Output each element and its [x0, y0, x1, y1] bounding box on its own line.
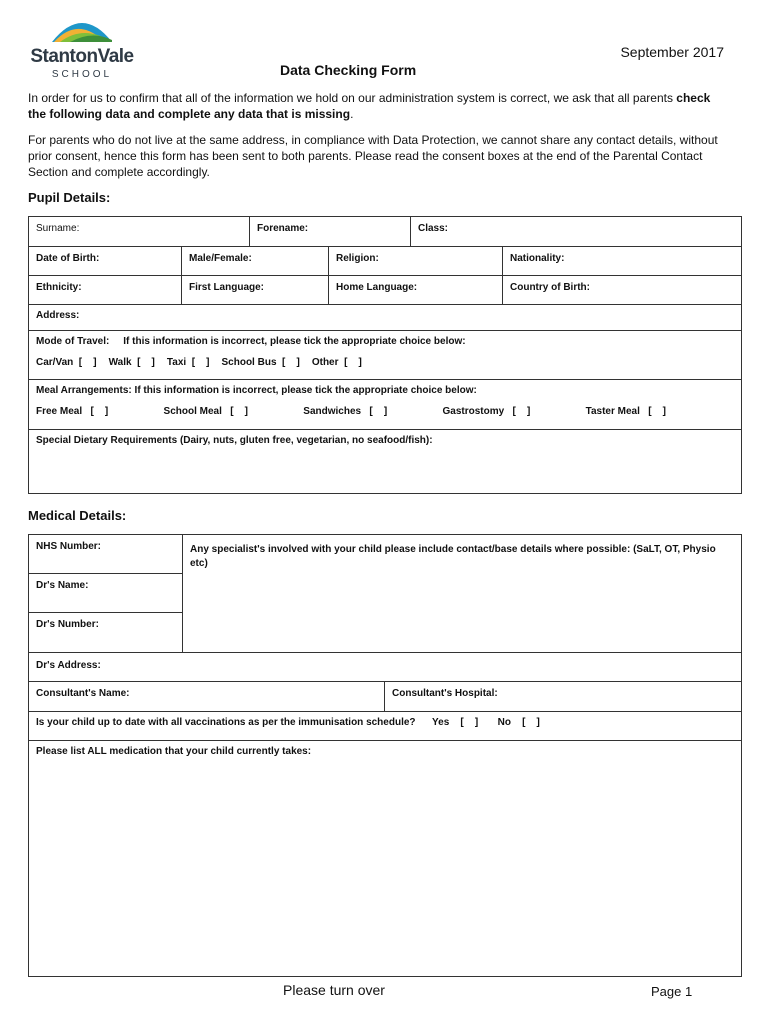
consultant-hospital-field[interactable]: [385, 682, 741, 711]
dr-address-field[interactable]: [29, 653, 741, 682]
meal-option-taster[interactable]: Taster Meal [ ]: [585, 406, 666, 417]
dob-label: Date of Birth:: [36, 253, 100, 264]
nationality-field[interactable]: [503, 247, 741, 275]
sex-field[interactable]: [182, 247, 329, 275]
logo-subtitle: SCHOOL: [51, 69, 113, 80]
medical-details-table: [28, 534, 742, 977]
intro-p1-bold: check the following data and complete any data that is missing: [28, 91, 711, 121]
table-row: [29, 682, 741, 712]
turn-over-note: Please turn over: [283, 982, 385, 998]
logo-name: StantonVale: [30, 46, 134, 67]
forename-label: Forename:: [257, 223, 309, 234]
travel-section: [29, 331, 741, 380]
forename-field[interactable]: [250, 217, 411, 246]
travel-option-school-bus[interactable]: School Bus [ ]: [221, 357, 300, 368]
hills-logo-icon: [50, 12, 114, 46]
consultant-name-field[interactable]: [29, 682, 385, 711]
pupil-details-heading: Pupil Details:: [28, 190, 111, 205]
travel-option-other[interactable]: Other [ ]: [311, 357, 362, 368]
class-label: Class:: [418, 223, 449, 234]
meal-option-free[interactable]: Free Meal [ ]: [36, 406, 109, 417]
home-language-field[interactable]: [329, 276, 503, 304]
form-title: Data Checking Form: [280, 62, 417, 78]
country-of-birth-field[interactable]: [503, 276, 741, 304]
home-language-label: Home Language:: [336, 282, 418, 293]
travel-label: Mode of Travel:: [36, 336, 110, 347]
meal-options: [36, 406, 666, 417]
vaccinations-yes-option[interactable]: Yes [ ]: [432, 717, 479, 728]
first-language-label: First Language:: [189, 282, 265, 293]
intro-paragraph-1: [28, 90, 728, 122]
medication-field[interactable]: [29, 741, 741, 762]
surname-label: Surname:: [36, 223, 80, 234]
travel-option-car-van[interactable]: Car/Van [ ]: [36, 357, 97, 368]
table-row: [29, 535, 741, 653]
page-number: Page 1: [651, 984, 693, 999]
meal-option-gastrostomy[interactable]: Gastrostomy [ ]: [442, 406, 531, 417]
doctor-column: [29, 535, 183, 652]
nhs-number-label: NHS Number:: [36, 541, 102, 552]
consultant-hospital-label: Consultant's Hospital:: [392, 688, 498, 699]
table-row: [29, 247, 741, 276]
meal-label: Meal Arrangements: If this information is incorrect, please tick the appropriate choice below:: [36, 385, 477, 396]
vaccinations-question: Is your child up to date with all vaccinations as per the immunisation schedule?: [36, 717, 416, 728]
medication-label: Please list ALL medication that your child currently takes:: [36, 746, 312, 757]
medical-details-heading: Medical Details:: [28, 508, 127, 523]
sex-label: Male/Female:: [189, 253, 252, 264]
country-of-birth-label: Country of Birth:: [510, 282, 590, 293]
surname-field[interactable]: [29, 217, 250, 246]
dr-address-label: Dr's Address:: [36, 660, 101, 671]
form-date: September 2017: [620, 44, 724, 60]
nationality-label: Nationality:: [510, 253, 565, 264]
specialists-field[interactable]: [183, 535, 741, 652]
table-row: [29, 276, 741, 305]
intro-paragraph-2: For parents who do not live at the same address, in compliance with Data Protection, we cannot share any contact details, without prior consent, hence this form has been sent to both parents. Please read the consent boxes at the end of the Parental Contact Section and complete accordingly.: [28, 133, 718, 179]
vaccinations-row: [29, 712, 741, 741]
religion-label: Religion:: [336, 253, 379, 264]
address-label: Address:: [36, 310, 80, 321]
meal-option-school[interactable]: School Meal [ ]: [163, 406, 248, 417]
nhs-number-field[interactable]: [29, 535, 182, 574]
dr-number-label: Dr's Number:: [36, 619, 99, 630]
school-logo: [22, 12, 142, 82]
dr-name-label: Dr's Name:: [36, 580, 89, 591]
dietary-field[interactable]: [29, 430, 741, 451]
travel-option-walk[interactable]: Walk [ ]: [108, 357, 155, 368]
intro-p1-end: .: [350, 107, 354, 121]
meal-section: [29, 380, 741, 430]
religion-field[interactable]: [329, 247, 503, 275]
dob-field[interactable]: [29, 247, 182, 275]
consultant-name-label: Consultant's Name:: [36, 688, 130, 699]
address-field[interactable]: [29, 305, 741, 331]
travel-option-taxi[interactable]: Taxi [ ]: [166, 357, 210, 368]
ethnicity-field[interactable]: [29, 276, 182, 304]
travel-note: If this information is incorrect, please tick the appropriate choice below:: [123, 336, 466, 347]
dietary-label: Special Dietary Requirements (Dairy, nuts, gluten free, vegetarian, no seafood/fish):: [36, 435, 433, 446]
vaccinations-no-option[interactable]: No [ ]: [497, 717, 540, 728]
intro-text: [28, 90, 728, 190]
meal-option-sandwiches[interactable]: Sandwiches [ ]: [303, 406, 388, 417]
table-row: [29, 217, 741, 247]
travel-options: [36, 357, 734, 368]
ethnicity-label: Ethnicity:: [36, 282, 82, 293]
dr-number-field[interactable]: [29, 613, 182, 652]
pupil-details-table: [28, 216, 742, 494]
specialists-label: Any specialist's involved with your child please include contact/base details where possible: (SaLT, OT, Physio etc): [190, 544, 716, 569]
class-field[interactable]: [411, 217, 741, 246]
intro-p1-start: In order for us to confirm that all of the information we hold on our administration system is correct, we ask that all parents: [28, 91, 677, 105]
first-language-field[interactable]: [182, 276, 329, 304]
dr-name-field[interactable]: [29, 574, 182, 613]
